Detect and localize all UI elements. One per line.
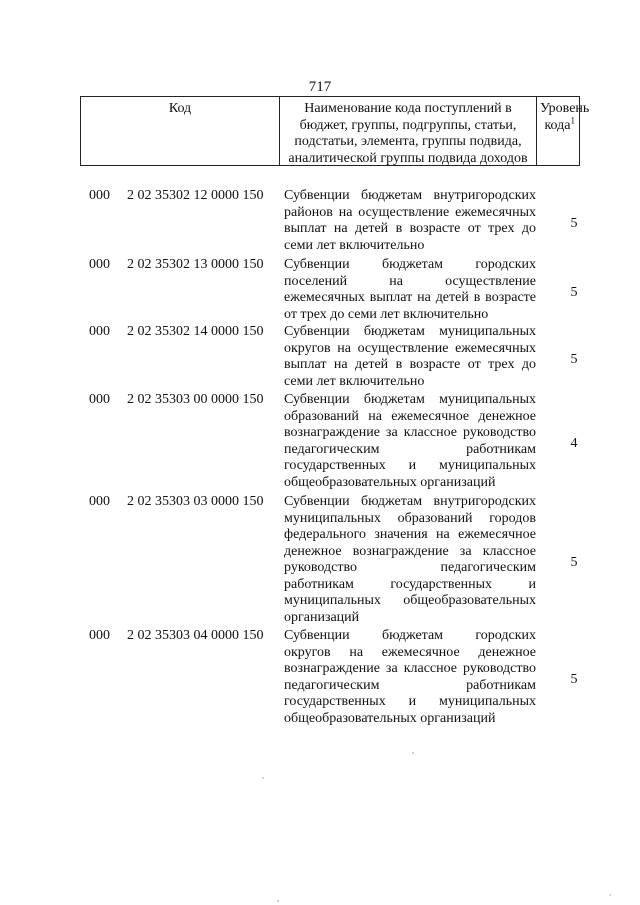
revenue-code: 2 02 35303 03 0000 150 (127, 494, 264, 509)
description-line: образований на ежемесячное денежное (284, 408, 536, 424)
footnote-marker: 1 (570, 114, 575, 125)
description-line: округов на осуществление ежемесячных (284, 340, 536, 356)
description-line: государственных и муниципальных (284, 694, 536, 709)
description-line: работникам государственных и (284, 576, 536, 592)
header-level-line: Уровень (540, 101, 590, 116)
description-line: ежемесячных выплат на детей в возрасте (284, 290, 536, 305)
scan-speck (412, 752, 414, 754)
code-level: 5 (570, 215, 578, 231)
code-level: 4 (570, 436, 578, 452)
description-line: денежное вознаграждение за классное (284, 543, 536, 559)
description-line: округов на ежемесячное денежное (284, 644, 536, 660)
description-line: государственных и муниципальных (284, 458, 536, 473)
description-line: организаций (284, 609, 360, 625)
code-level: 5 (570, 284, 578, 300)
revenue-code: 2 02 35302 13 0000 150 (127, 257, 264, 272)
code-level: 5 (570, 672, 578, 688)
description-line: муниципальных общеобразовательных (284, 593, 536, 608)
admin-code: 000 (89, 257, 110, 272)
revenue-code: 2 02 35303 00 0000 150 (127, 392, 264, 407)
description-line: районов на осуществление ежемесячных (284, 204, 536, 220)
description-line: Субвенции бюджетам внутригородских (284, 494, 536, 509)
scan-speck (277, 900, 279, 902)
description-line: выплат на детей в возрасте от трех до (284, 221, 536, 236)
description-line: федерального значения на ежемесячное (284, 527, 536, 542)
header-name-line: аналитической группы подвида доходов (288, 150, 528, 166)
description-line: Субвенции бюджетам муниципальных (284, 324, 536, 339)
header-level-word: кода (544, 117, 571, 133)
header-code-label: Код (168, 101, 192, 116)
revenue-code: 2 02 35302 12 0000 150 (127, 188, 264, 203)
admin-code: 000 (89, 324, 110, 339)
description-line: выплат на детей в возрасте от трех до (284, 357, 536, 372)
header-name-line: бюджет, группы, подгруппы, статьи, (299, 117, 517, 133)
description-line: Субвенции бюджетам внутригородских (284, 188, 536, 203)
header-name-line: Наименование кода поступлений в (304, 101, 512, 116)
admin-code: 000 (89, 628, 110, 643)
description-line: вознаграждение за классное руководство (284, 425, 536, 440)
admin-code: 000 (89, 188, 110, 203)
admin-code: 000 (89, 392, 110, 407)
description-line: семи лет включительно (284, 373, 425, 389)
description-line: общеобразовательных организаций (284, 474, 496, 490)
description-line: Субвенции бюджетам муниципальных (284, 392, 536, 407)
description-line: семи лет включительно (284, 237, 425, 253)
revenue-code: 2 02 35302 14 0000 150 (127, 324, 264, 339)
description-line: педагогическим работникам (284, 677, 536, 693)
description-line: педагогическим работникам (284, 441, 536, 457)
description-line: муниципальных образований городов (284, 510, 536, 526)
page-number: 717 (308, 79, 332, 95)
description-line: Субвенции бюджетам городских (284, 628, 536, 643)
code-level: 5 (570, 351, 578, 367)
header-name-line: подстатьи, элемента, группы подвида, (294, 134, 522, 149)
description-line: вознаграждение за классное руководство (284, 661, 536, 676)
scan-speck (262, 777, 264, 779)
code-level: 5 (570, 554, 578, 570)
description-line: Субвенции бюджетам городских (284, 257, 536, 272)
admin-code: 000 (89, 494, 110, 509)
description-line: от трех до семи лет включительно (284, 306, 489, 322)
scan-speck (609, 894, 611, 896)
description-line: поселений на осуществление (284, 273, 536, 289)
revenue-code: 2 02 35303 04 0000 150 (127, 628, 264, 643)
description-line: общеобразовательных организаций (284, 710, 496, 726)
description-line: руководство педагогическим (284, 560, 536, 575)
